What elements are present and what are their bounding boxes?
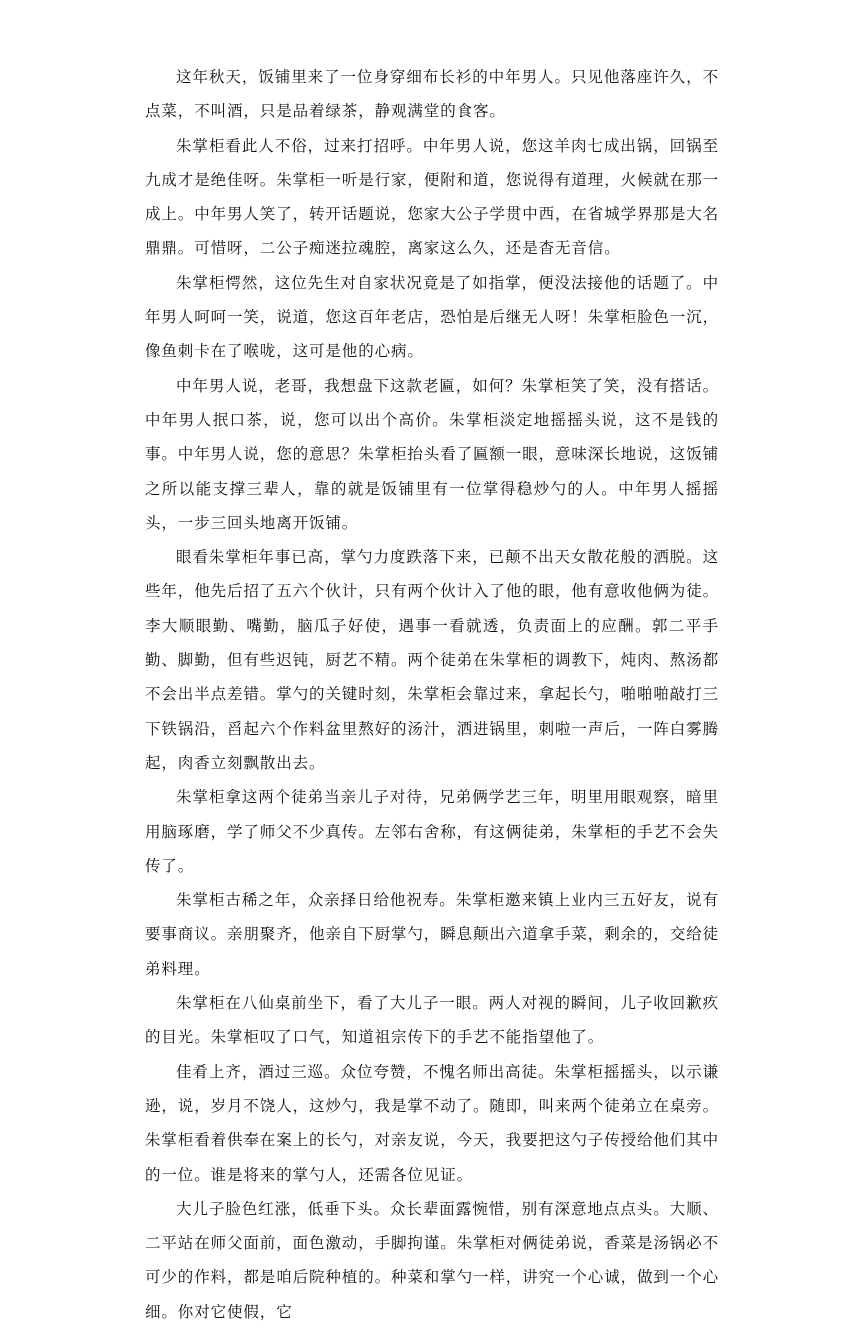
document-body — [145, 60, 719, 1329]
paragraph: 朱掌柜在八仙桌前坐下，看了大儿子一眼。两人对视的瞬间，儿子收回歉疚的目光。朱掌柜叹了口气，知道祖宗传下的手艺不能指望他了。 — [145, 994, 719, 1047]
paragraph: 大儿子脸色红涨，低垂下头。众长辈面露惋惜，别有深意地点点头。大顺、二平站在师父面前，面色激动，手脚拘谨。朱掌柜对俩徒弟说，香菜是汤锅必不可少的作料，都是咱后院种植的。种菜和掌勺一样，讲究一个心诚，做到一个心细。你对它使假，它 — [145, 1199, 720, 1321]
paragraph: 朱掌柜古稀之年，众亲择日给他祝寿。朱掌柜邀来镇上业内三五好友，说有要事商议。亲朋聚齐，他亲自下厨掌勺，瞬息颠出六道拿手菜，剩余的，交给徒弟料理。 — [145, 891, 720, 978]
paragraph: 朱掌柜愕然，这位先生对自家状况竟是了如指掌，便没法接他的话题了。中年男人呵呵一笑，说道，您这百年老店，恐怕是后继无人呀！朱掌柜脸色一沉，像鱼刺卡在了喉咙，这可是他的心病。 — [145, 273, 720, 361]
paragraph: 眼看朱掌柜年事已高，掌勺力度跌落下来，已颠不出天女散花般的洒脱。这些年，他先后招了五六个伙计，只有两个伙计入了他的眼，他有意收他俩为徒。李大顺眼勤、嘴勤，脑瓜子好使，遇事一看就透，负责面上的应酬。郭二平手勤、脚勤，但有些迟钝，厨艺不精。两个徒弟在朱掌柜的调教下，炖肉、熬汤都不会出半点差错。掌勺的关键时刻，朱掌柜会靠过来，拿起长勺，啪啪啪敲打三下铁锅沿，舀起六个作料盆里熬好的汤汁，洒进锅里，刺啦一声后，一阵白雾腾起，肉香立刻飘散出去。 — [145, 548, 720, 772]
paragraph: 朱掌柜看此人不俗，过来打招呼。中年男人说，您这羊肉七成出锅，回锅至九成才是绝佳呀。朱掌柜一听是行家，便附和道，您说得有道理，火候就在那一成上。中年男人笑了，转开话题说，您家大公子学贯中西，在省城学界那是大名鼎鼎。可惜呀，二公子痴迷拉魂腔，离家这么久，还是杳无音信。 — [145, 136, 720, 258]
paragraph: 朱掌柜拿这两个徒弟当亲儿子对待，兄弟俩学艺三年，明里用眼观察，暗里用脑琢磨，学了师父不少真传。左邻右舍称，有这俩徒弟，朱掌柜的手艺不会失传了。 — [145, 788, 720, 875]
paragraph: 这年秋天，饭铺里来了一位身穿细布长衫的中年男人。只见他落座许久，不点菜，不叫酒，只是品着绿茶，静观满堂的食客。 — [145, 68, 719, 121]
paragraph: 中年男人说，老哥，我想盘下这款老匾，如何？朱掌柜笑了笑，没有搭话。中年男人抿口茶，说，您可以出个高价。朱掌柜淡定地摇摇头说，这不是钱的事。中年男人说，您的意思？朱掌柜抬头看了匾额一眼，意味深长地说，这饭铺之所以能支撑三辈人，靠的就是饭铺里有一位掌得稳炒勺的人。中年男人摇摇头，一步三回头地离开饭铺。 — [145, 376, 720, 532]
paragraph: 佳肴上齐，酒过三巡。众位夸赞，不愧名师出高徒。朱掌柜摇摇头，以示谦逊，说，岁月不饶人，这炒勺，我是掌不动了。随即，叫来两个徒弟立在桌旁。朱掌柜看着供奉在案上的长勺，对亲友说，今天，我要把这勺子传授给他们其中的一位。谁是将来的掌勺人，还需各位见证。 — [145, 1062, 720, 1184]
